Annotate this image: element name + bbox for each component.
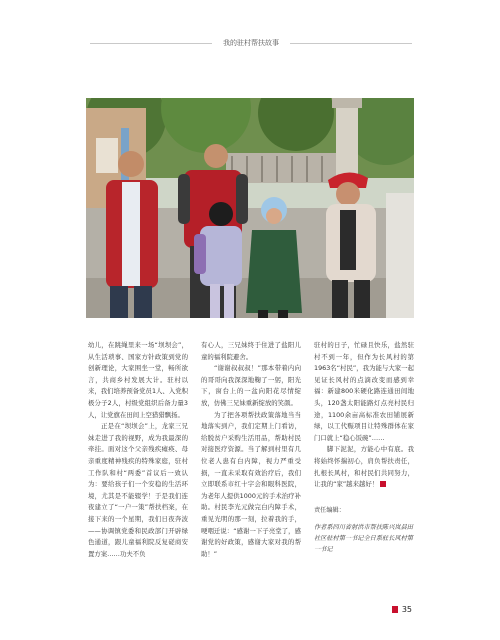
editor-credit: 责任编辑： bbox=[314, 506, 345, 514]
paragraph-text: 脚下泥泥，方能心中有底。我将始终怀揣初心，肩负帮扶责任，扎根长风村，和村民们共同努力，让我的“家”越来越好！ bbox=[314, 445, 414, 489]
column-3 bbox=[314, 340, 414, 555]
magazine-mark-icon bbox=[392, 606, 398, 613]
header-title: 我的驻村帮扶故事 bbox=[223, 39, 279, 47]
paragraph: 为了把各项帮扶政策落地当当地落实到户，我们定期上门看访，给脱贫户采购生活用品，帮助村民对接医疗资源。当了解到村里有几位老人患有白内障，视力严重受损，一直未采取有效治疗后，我们立即联系市红十字会和眼科医院，为老年人提供1000元的手术治疗补助。村民李光元做完白内障手术，重见光明的那一刻，拉着我的手，哽咽迁说：“感谢一下子亮堂了，感谢党的好政策，感谢大家对我的帮助！” bbox=[201, 410, 301, 558]
header-rule-right bbox=[290, 43, 412, 44]
page-header bbox=[0, 36, 500, 50]
article-body bbox=[88, 340, 414, 590]
paragraph: 正是在“坝坝会”上，龙家三兄妹走进了我的视野，成为我最深的牵挂。面对这个父亲残疾瘫痪、母亲重度精神残疾的特殊家庭，驻村工作队和村“两委”首议后一致认为：要给孩子们一个安稳的生活环境，尤其是不能辍学！于是我们连夜建立了“一户一策”帮扶档案，在接下来的一个星期，我们日夜奔波——协调镇党委和民政部门开辟绿色通道，跟儿童福利院反复磋商安置方案……功夫不负 bbox=[88, 422, 188, 558]
header-rule-left bbox=[90, 43, 212, 44]
page-number: 35 bbox=[401, 605, 412, 614]
end-mark-icon bbox=[380, 481, 386, 487]
article-photo bbox=[86, 98, 414, 318]
page-footer bbox=[392, 605, 412, 614]
paragraph: 驻村的日子，忙碌且快乐，盐然驻村不到一年，但作为长风村的第1963名“村民”，我为能与大家一起见证长风村的点滴改变而感到幸福：新建800米硬化路连通田间地头，120盏太阳能路灯点亮村民归途，1100余亩高标准农田铺展新绿，以工代赈项目让特殊群体在家门口就上“稳心饭碗”…… bbox=[314, 341, 414, 442]
paragraph bbox=[314, 444, 414, 490]
paragraph: 幼儿，在跳绳里来一场“坝坝会”，从生活琐事、国家方针政策到党的创新理论，大家围坐一堂，畅所欲言，共商乡村发展大计。驻村以来，我们培养预备党员1人、入党积极分子2人，村级党组织后备力量3人，让党旗在田间上空猎猎飘扬。 bbox=[88, 341, 188, 419]
paragraph: 有心人，三兄妹终于住进了盐阳儿童的福利院避舍。 bbox=[201, 341, 301, 361]
paragraph: “谢谢叔叔叔！”那本带着内向的哥哥向我深深地鞠了一躬，阳光下，窗台上的一盆向阳花尽情绽放，仿佛三兄妹重新绽放的笑颜。 bbox=[201, 364, 301, 407]
column-2 bbox=[201, 340, 301, 560]
author-note: 作者系四川省射洪市帮扶陈兴岚县田社区驻村第一书记全日系驻长风村第一书记 bbox=[314, 524, 413, 554]
column-1 bbox=[88, 340, 188, 560]
